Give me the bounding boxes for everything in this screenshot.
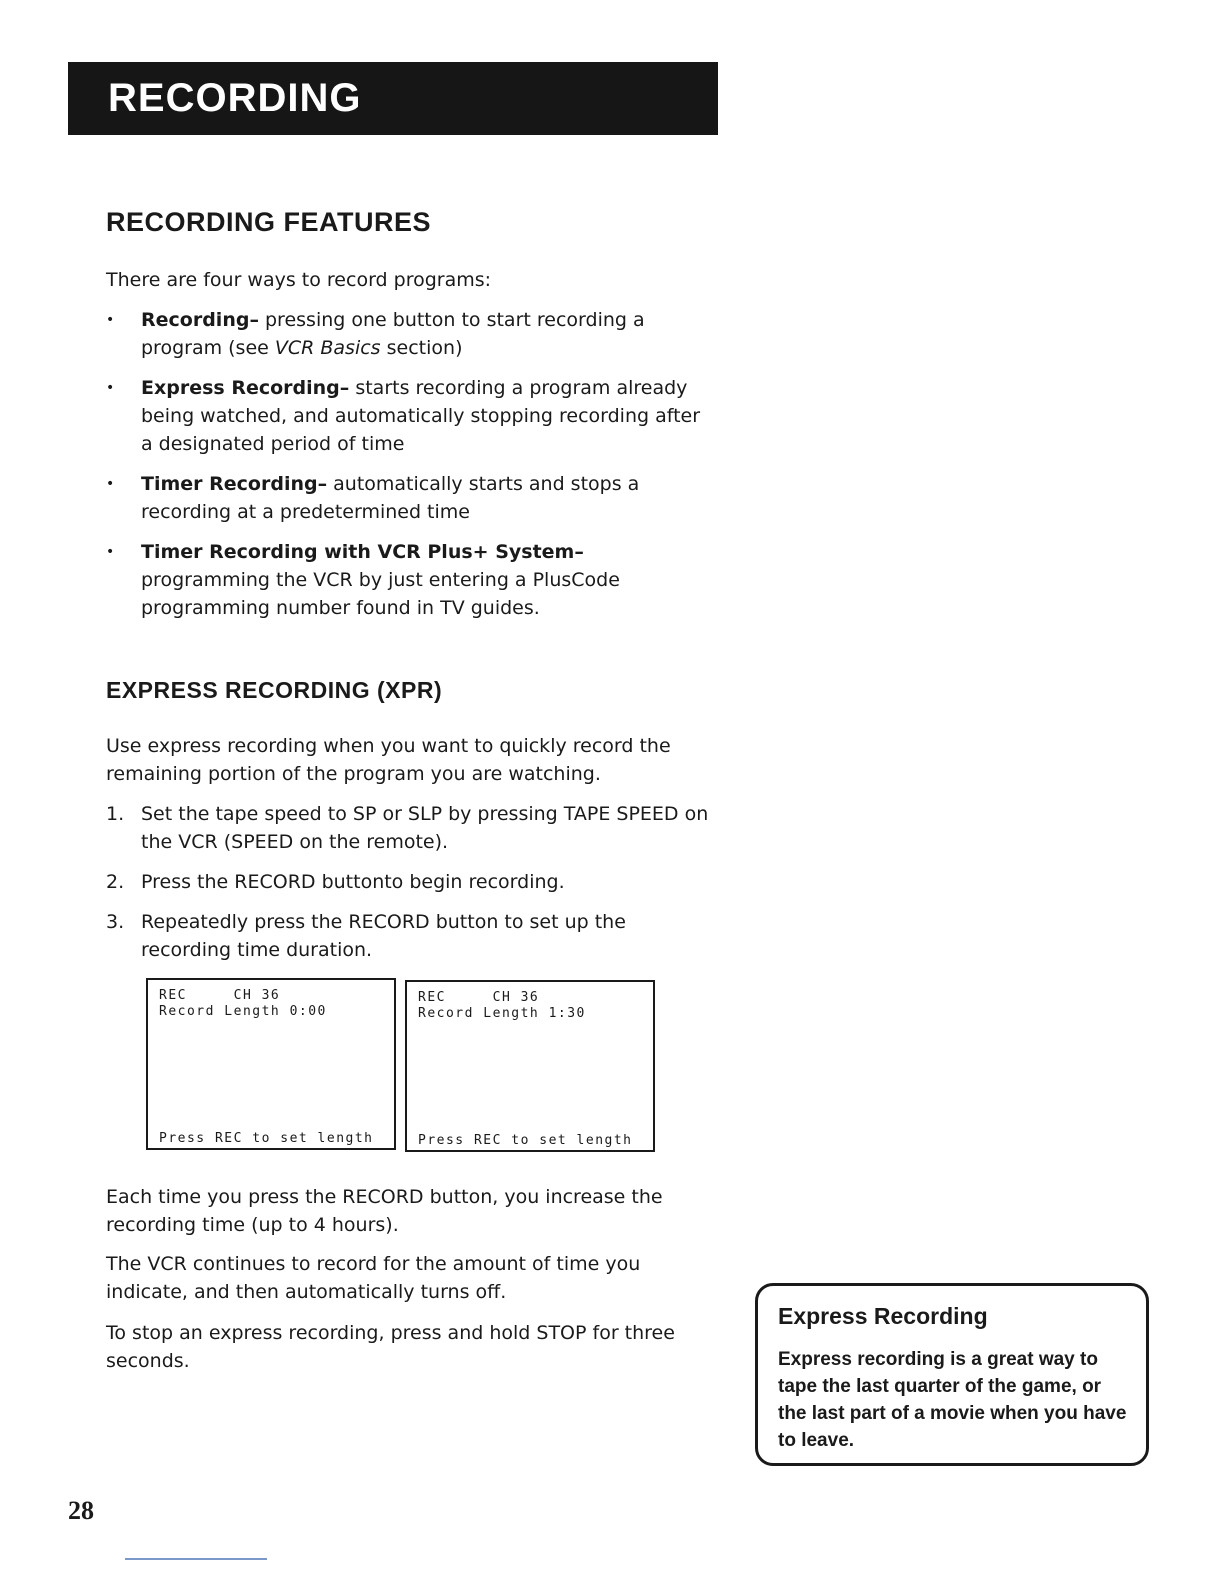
osd-instruction-line: Press REC to set length	[418, 1133, 633, 1148]
step-text: Repeatedly press the RECORD button to set up the recording time duration.	[141, 911, 626, 961]
footer-rule	[125, 1558, 267, 1560]
section-heading-recording-features: RECORDING FEATURES	[106, 207, 432, 237]
feature-term: Express Recording–	[141, 377, 350, 399]
on-screen-display-1-30	[405, 980, 655, 1152]
feature-description: starts recording a program already being watched, and automatically stopping recording after a designated period of time	[141, 377, 701, 455]
step-number: 1.	[106, 803, 125, 825]
osd-length-line: Record Length 0:00	[159, 1004, 327, 1019]
on-screen-display-0-00	[146, 978, 396, 1150]
bullet-marker: •	[106, 476, 115, 492]
feature-term: Recording–	[141, 309, 259, 331]
osd-instruction-line: Press REC to set length	[159, 1131, 374, 1146]
feature-description: programming the VCR by just entering a PlusCode programming number found in TV guides.	[141, 569, 620, 619]
osd-channel-line: REC CH 36	[159, 988, 281, 1003]
feature-text	[141, 374, 716, 458]
bullet-marker: •	[106, 380, 115, 396]
feature-text	[141, 538, 716, 622]
tip-title: Express Recording	[778, 1303, 988, 1329]
feature-term: Timer Recording with VCR Plus+ System–	[141, 541, 584, 563]
feature-italic-ref: VCR Basics	[274, 337, 381, 359]
record-time-note: Each time you press the RECORD button, you increase the recording time (up to 4 hours).	[106, 1186, 663, 1236]
step-text: Set the tape speed to SP or SLP by pressing TAPE SPEED on the VCR (SPEED on the remote).	[141, 803, 709, 853]
feature-description: pressing one button to start recording a program (see	[141, 309, 645, 359]
stop-note: To stop an express recording, press and hold STOP for three seconds.	[106, 1322, 675, 1372]
feature-text	[141, 306, 716, 362]
page-number: 28	[68, 1496, 94, 1525]
feature-text	[141, 470, 716, 526]
auto-off-note: The VCR continues to record for the amount of time you indicate, and then automatically turns off.	[106, 1253, 641, 1303]
osd-length-line: Record Length 1:30	[418, 1006, 586, 1021]
bullet-marker: •	[106, 312, 115, 328]
tip-text: Express recording is a great way to tape the last quarter of the game, or the last part of a movie when you have to leave.	[778, 1349, 1127, 1451]
osd-channel-line: REC CH 36	[418, 990, 540, 1005]
features-intro: There are four ways to record programs:	[106, 269, 492, 291]
chapter-title: RECORDING	[108, 76, 362, 120]
bullet-marker: •	[106, 544, 115, 560]
section-heading-express-recording: EXPRESS RECORDING (XPR)	[106, 677, 443, 703]
chapter-header-bar	[68, 62, 718, 135]
express-intro: Use express recording when you want to quickly record the remaining portion of the program you are watching.	[106, 735, 671, 785]
feature-description-end: section)	[380, 337, 463, 359]
step-text: Press the RECORD buttonto begin recording.	[141, 871, 565, 893]
feature-description: automatically starts and stops a recording at a predetermined time	[141, 473, 640, 523]
feature-term: Timer Recording–	[141, 473, 328, 495]
express-recording-tip-box	[755, 1283, 1149, 1466]
step-number: 2.	[106, 871, 125, 893]
step-number: 3.	[106, 911, 125, 933]
